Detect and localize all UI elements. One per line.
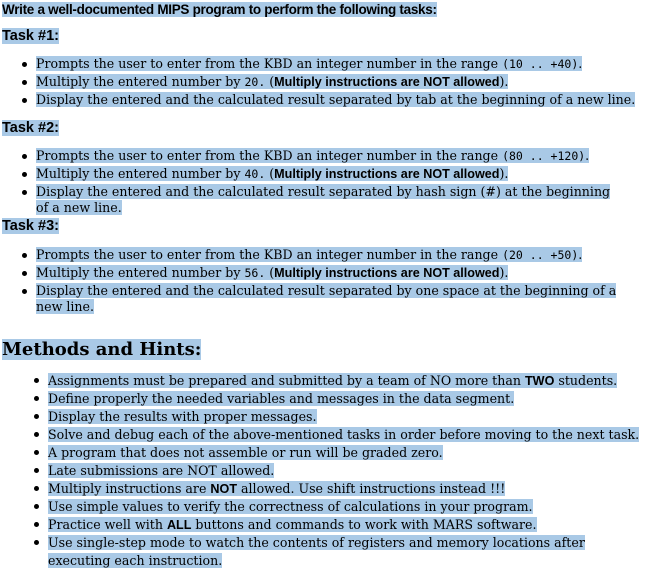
list-item: Prompts the user to enter from the KBD an integer number in the range (10 .. +40). <box>36 56 646 72</box>
task-3-title: Task #3: <box>2 218 59 234</box>
list-item: Display the results with proper messages. <box>48 408 648 426</box>
list-item: Multiply the entered number by 20. (Multiply instructions are NOT allowed). <box>36 74 646 90</box>
list-item: Multiply the entered number by 40. (Multiply instructions are NOT allowed). <box>36 166 626 182</box>
list-item: Display the entered and the calculated result separated by hash sign (#) at the beginning of a new line. <box>36 184 626 216</box>
list-item: Prompts the user to enter from the KBD an integer number in the range (20 .. +50). <box>36 247 636 263</box>
list-item: Assignments must be prepared and submitted by a team of NO more than TWO students. <box>48 372 648 390</box>
list-item: A program that does not assemble or run will be graded zero. <box>48 444 648 462</box>
list-item: Solve and debug each of the above-mentioned tasks in order before moving to the next task. <box>48 426 648 444</box>
list-item: Multiply instructions are NOT allowed. Use shift instructions instead !!! <box>48 480 648 498</box>
list-item: Multiply the entered number by 56. (Multiply instructions are NOT allowed). <box>36 265 636 281</box>
assignment-header: Write a well-documented MIPS program to perform the following tasks: <box>2 2 437 17</box>
list-item: Late submissions are NOT allowed. <box>48 462 648 480</box>
task-2-list <box>36 148 626 216</box>
list-item: Prompts the user to enter from the KBD an integer number in the range (80 .. +120). <box>36 148 626 164</box>
list-item: Practice well with ALL buttons and commands to work with MARS software. <box>48 516 648 534</box>
list-item: Display the entered and the calculated result separated by one space at the beginning of a new line. <box>36 283 636 315</box>
list-item: Use single-step mode to watch the contents of registers and memory locations after executing each instruction. <box>48 534 648 570</box>
task-2-title: Task #2: <box>2 120 59 136</box>
list-item: Use simple values to verify the correctness of calculations in your program. <box>48 498 648 516</box>
list-item: Display the entered and the calculated result separated by tab at the beginning of a new line. <box>36 92 646 108</box>
task-3-list <box>36 247 636 315</box>
task-1-title: Task #1: <box>2 28 59 44</box>
methods-title: Methods and Hints: <box>2 339 202 360</box>
list-item: Define properly the needed variables and messages in the data segment. <box>48 390 648 408</box>
task-1-list <box>36 56 646 108</box>
methods-list <box>48 372 648 570</box>
